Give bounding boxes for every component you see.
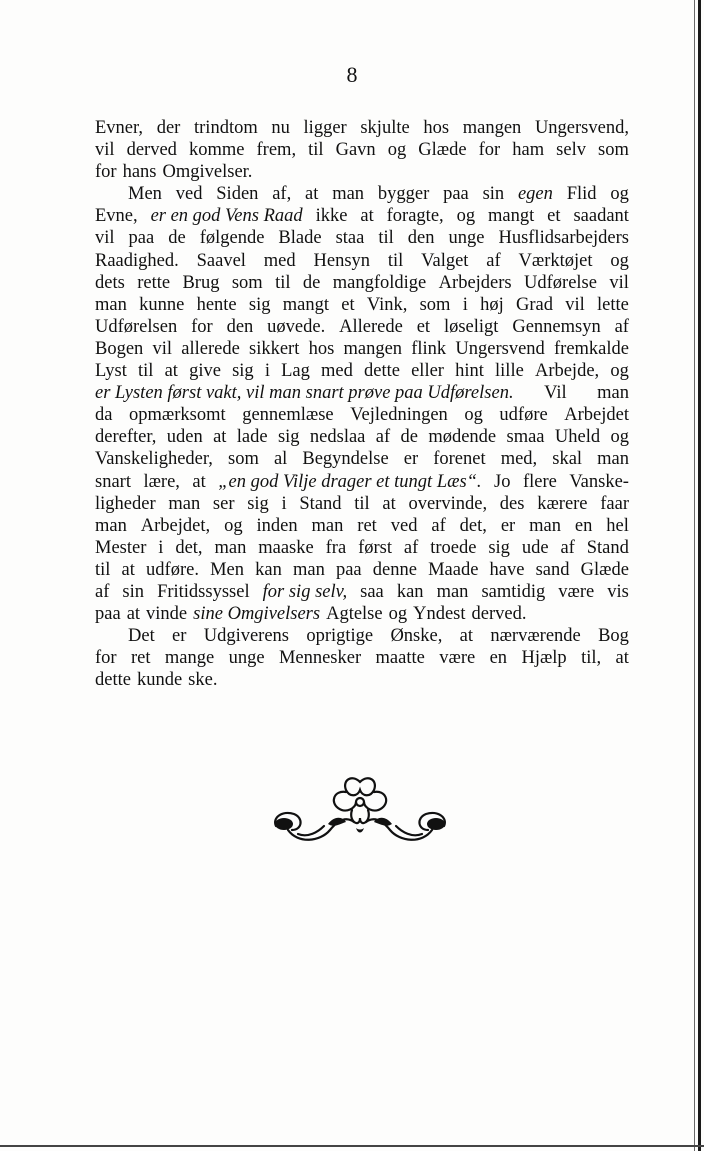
word: foragte, (386, 206, 444, 227)
word: Vanskeligheder, (95, 449, 213, 470)
word: at (459, 626, 474, 647)
word: vis (607, 581, 629, 602)
text-line (95, 426, 629, 448)
word: ved (175, 184, 203, 205)
word: lade (236, 427, 268, 448)
word: Allerede (339, 316, 403, 337)
word: man (436, 581, 469, 602)
word: Raadighed. (95, 250, 179, 271)
word: som (598, 140, 629, 161)
word: Brug (182, 272, 220, 293)
text-line (95, 360, 629, 382)
word: og (388, 604, 408, 625)
word: man (597, 383, 629, 404)
word: et (341, 294, 355, 315)
word: Værktøjet (518, 250, 593, 271)
word: og (610, 361, 629, 382)
word: af (403, 537, 419, 558)
word: vinde (146, 604, 188, 625)
word: sig (232, 361, 254, 382)
word: med, (500, 449, 538, 470)
word: de (400, 427, 418, 448)
word: til, (581, 648, 602, 669)
word: hans (122, 162, 157, 183)
text-line (95, 515, 629, 537)
word: er (500, 515, 516, 536)
word: Vejledningen (350, 405, 448, 426)
word: først (358, 537, 392, 558)
word: af (614, 316, 629, 337)
word: troede (430, 537, 477, 558)
word: dette (95, 670, 131, 691)
word: al (273, 449, 288, 470)
word: lære, (143, 471, 180, 492)
word: de (302, 272, 321, 293)
word: Saavel (196, 250, 246, 271)
word: rette (137, 272, 171, 293)
text-line (95, 625, 629, 647)
word: at (382, 493, 396, 514)
text-line (95, 669, 629, 691)
word: Omgivelser. (162, 162, 253, 183)
text-line (95, 338, 629, 360)
word: Hjælp (521, 648, 567, 669)
word: paa (335, 559, 362, 580)
word: dette (364, 361, 400, 382)
word: sin (482, 184, 505, 205)
word: sikkert (249, 338, 300, 359)
word: for sig selv, (262, 581, 348, 602)
word: paa (95, 604, 121, 625)
word: saadant (573, 206, 629, 227)
word: at (164, 361, 178, 382)
word: smaa (506, 427, 545, 448)
word: Arbejde, (534, 361, 600, 382)
text-line (95, 316, 629, 338)
word: ske. (188, 670, 218, 691)
word: hint (455, 361, 484, 382)
word: Glæde (580, 559, 629, 580)
word: Begyndelse (302, 449, 389, 470)
word: og (464, 405, 483, 426)
text-line (95, 404, 629, 426)
text-line (95, 382, 629, 404)
word: til (387, 250, 404, 271)
word: hos (423, 118, 450, 138)
word: ikke (315, 206, 348, 227)
text-line (95, 139, 629, 161)
word: ude (521, 537, 549, 558)
word: af (95, 581, 110, 602)
word: som (228, 449, 259, 470)
word: Udførelse (524, 272, 597, 293)
word: for (95, 648, 117, 669)
word: i (462, 294, 468, 315)
word: til (95, 559, 111, 580)
word: Stand (299, 493, 342, 514)
word: være (439, 648, 476, 669)
word: Arbejdet, (140, 515, 211, 536)
word: til (354, 493, 370, 514)
word: af (560, 537, 575, 558)
text-line (95, 117, 629, 139)
text-line (95, 471, 629, 493)
word: Fritidssyssel (157, 581, 250, 602)
word: i (158, 537, 164, 558)
text-line (95, 250, 629, 272)
word: sig (277, 427, 300, 448)
word: Evne, (95, 206, 138, 227)
word: man (597, 449, 629, 470)
word: vil (95, 140, 115, 161)
word: Mester (95, 537, 147, 558)
word: sand (535, 559, 570, 580)
word: hel (606, 515, 629, 536)
word: den (407, 228, 435, 249)
word: mangen (343, 338, 403, 359)
word: hos (308, 338, 335, 359)
word: af (486, 250, 501, 271)
word: og (224, 515, 243, 536)
text-line (95, 581, 629, 603)
word: Flid (566, 184, 597, 205)
word: forenet (433, 449, 486, 470)
word: til (138, 361, 154, 382)
word: sine Omgivelsers (193, 604, 321, 625)
word: flink (411, 338, 447, 359)
text-line (95, 294, 629, 316)
word: at (360, 206, 374, 227)
word: Ungersvend, (534, 118, 629, 138)
word: udføre (499, 405, 548, 426)
word: sig (488, 537, 510, 558)
word: man (95, 294, 127, 315)
word: at (121, 559, 135, 580)
word: er Lysten først vakt, vil man snart prøve paa Udførelsen. (95, 383, 514, 404)
word: de (168, 228, 186, 249)
word: udføre. (146, 559, 199, 580)
word: at (126, 604, 141, 625)
word: snart (95, 471, 131, 492)
text-line (95, 603, 629, 625)
word: til (308, 140, 324, 161)
word: til (275, 272, 291, 293)
word: man (168, 493, 201, 514)
word: des (499, 493, 525, 514)
word: Lag (281, 361, 310, 382)
word: Men (128, 184, 162, 205)
word: er en god Vens Raad (150, 206, 303, 227)
word: ham (512, 140, 545, 161)
word: et (416, 316, 431, 337)
word: følgende (199, 228, 265, 249)
word: frem, (256, 140, 297, 161)
word: af, (272, 184, 292, 205)
word: Gennemsyn (512, 316, 601, 337)
word: derved (126, 140, 177, 161)
word: der (156, 118, 181, 138)
word: da (95, 405, 113, 426)
word: opmærksomt (129, 405, 226, 426)
word: at (615, 648, 629, 669)
word: kunde (136, 670, 183, 691)
word: Vink, (366, 294, 408, 315)
word: Det (128, 626, 155, 647)
word: uden (166, 427, 203, 448)
word: man (332, 184, 365, 205)
word: er (403, 449, 419, 470)
word: kærere (537, 493, 588, 514)
word: sig (248, 294, 271, 315)
word: bygger (377, 184, 430, 205)
word: for (191, 316, 213, 337)
word: en (574, 515, 593, 536)
word: en (489, 648, 508, 669)
word: fra (325, 537, 347, 558)
word: mangt (282, 294, 329, 315)
word: Stand (586, 537, 629, 558)
word: man (311, 515, 344, 536)
body-text (95, 117, 629, 691)
word: Valget (421, 250, 469, 271)
word: maatte (375, 648, 425, 669)
word: vil (95, 228, 115, 249)
word: det, (175, 537, 203, 558)
word: ligger (303, 118, 347, 138)
word: maaske (258, 537, 314, 558)
word: Ungersvend (455, 338, 545, 359)
word: løseligt (443, 316, 499, 337)
word: mangen (462, 118, 522, 138)
word: ligheder (95, 493, 156, 514)
word: Arbejdet (564, 405, 629, 426)
text-line (95, 647, 629, 669)
word: saa (360, 581, 384, 602)
word: som (419, 294, 451, 315)
text-line (95, 537, 629, 559)
word: Uheld (554, 427, 601, 448)
word: paa (443, 184, 469, 205)
word: nærværende (490, 626, 581, 647)
word: Udførelsen (95, 316, 178, 337)
word: at (192, 471, 206, 492)
text-line (95, 183, 629, 205)
word: kunne (139, 294, 185, 315)
text-line (95, 227, 629, 249)
word: Udgiverens (203, 626, 290, 647)
word: være (558, 581, 595, 602)
text-line (95, 493, 629, 515)
word: høj (480, 294, 504, 315)
word: ret (357, 515, 377, 536)
word: derefter, (95, 427, 157, 448)
word: derved. (471, 604, 527, 625)
word: mangfoldige (332, 272, 427, 293)
word: oprigtige (306, 626, 374, 647)
text-line (95, 161, 629, 183)
word: Siden (216, 184, 259, 205)
word: selv (556, 140, 586, 161)
word: lille (495, 361, 524, 382)
text-line (95, 205, 629, 227)
word: uøvede. (267, 316, 326, 337)
word: i (281, 493, 287, 514)
word: eller (411, 361, 444, 382)
word: Evner, (95, 118, 144, 138)
word: komme (188, 140, 245, 161)
word: at (305, 184, 319, 205)
word: nedslaa (309, 427, 366, 448)
word: have (489, 559, 525, 580)
word: fremkalde (554, 338, 629, 359)
word: inden (256, 515, 298, 536)
word: at (213, 427, 227, 448)
word: med (263, 250, 296, 271)
word: skal (552, 449, 583, 470)
word: Agtelse (326, 604, 383, 625)
word: til (378, 228, 394, 249)
word: Vanske- (569, 471, 629, 492)
word: unge (448, 228, 485, 249)
word: kan (255, 559, 282, 580)
word: allerede (181, 338, 240, 359)
word: flere (522, 471, 557, 492)
word: ser (212, 493, 235, 514)
word: kan (396, 581, 424, 602)
word: af (431, 515, 446, 536)
word: med (321, 361, 353, 382)
word: gennemlæse (242, 405, 334, 426)
word: det, (459, 515, 487, 536)
text-line (95, 272, 629, 294)
word: sin (122, 581, 145, 602)
word: skjulte (360, 118, 410, 138)
word: vil (152, 338, 173, 359)
word: Arbejders (438, 272, 512, 293)
word: „en god Vilje drager et tungt Læs“. (218, 471, 482, 492)
word: for (478, 140, 501, 161)
word: give (189, 361, 221, 382)
word: Bog (598, 626, 629, 647)
word: for (95, 162, 117, 183)
word: Ønske, (390, 626, 443, 647)
word: er (172, 626, 187, 647)
word: nu (271, 118, 290, 138)
word: Gavn (335, 140, 376, 161)
word: Vil (544, 383, 567, 404)
text-line (95, 559, 629, 581)
word: Maade (428, 559, 479, 580)
word: vil (565, 294, 585, 315)
word: og (610, 427, 629, 448)
page-number: 8 (346, 62, 358, 87)
word: unge (228, 648, 265, 669)
word: Men (210, 559, 244, 580)
word: hente (196, 294, 237, 315)
text-line (95, 448, 629, 470)
word: sig (247, 493, 269, 514)
word: som (231, 272, 263, 293)
word: Jo (494, 471, 511, 492)
word: Husflidsarbejders (498, 228, 629, 249)
word: mødende (428, 427, 497, 448)
word: samtidig (481, 581, 546, 602)
word: Yndest (413, 604, 466, 625)
word: overvinde, (408, 493, 488, 514)
word: man (214, 537, 247, 558)
word: ved (390, 515, 418, 536)
word: dets (95, 272, 125, 293)
word: Glæde (418, 140, 467, 161)
word: og (610, 250, 629, 271)
word: Blade (278, 228, 322, 249)
word: Mennesker (278, 648, 362, 669)
word: mange (164, 648, 215, 669)
floral-vignette-icon (268, 772, 452, 848)
word: faar (600, 493, 629, 514)
word: Lyst (95, 361, 127, 382)
word: og (456, 206, 476, 227)
word: Hensyn (313, 250, 371, 271)
page-bottom-edge (0, 1145, 704, 1147)
word: denne (372, 559, 417, 580)
word: et (547, 206, 561, 227)
word: og (387, 140, 407, 161)
word: Grad (515, 294, 553, 315)
page-edge (698, 0, 701, 1151)
word: staa (335, 228, 365, 249)
word: man (529, 515, 561, 536)
page-edge-line (694, 0, 695, 1151)
word: ret (130, 648, 151, 669)
word: lette (597, 294, 629, 315)
word: man (292, 559, 325, 580)
word: og (610, 184, 629, 205)
word: trindtom (194, 118, 258, 138)
word: paa (128, 228, 155, 249)
word: egen (517, 184, 553, 205)
word: i (264, 361, 270, 382)
word: af (375, 427, 391, 448)
word: mangt (488, 206, 535, 227)
word: man (95, 515, 127, 536)
word: den (226, 316, 254, 337)
word: vil (609, 272, 629, 293)
word: Bogen (95, 338, 144, 359)
